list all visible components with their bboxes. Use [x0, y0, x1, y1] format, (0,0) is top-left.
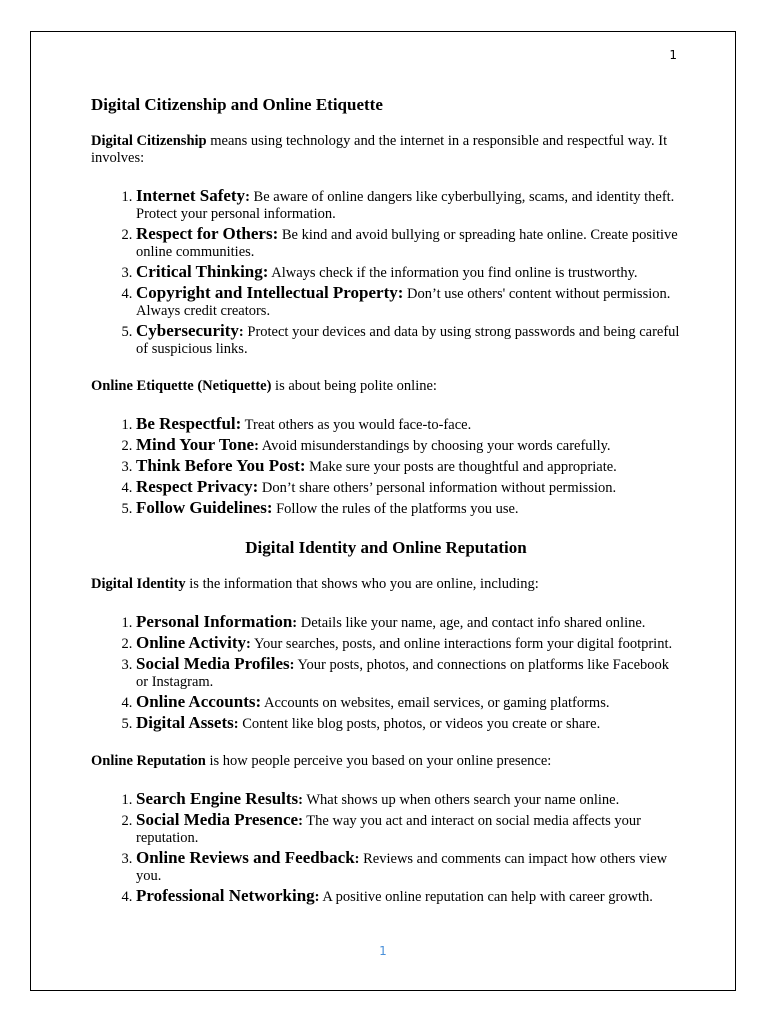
list-item-separator: : — [289, 657, 295, 673]
list-item-separator: : — [298, 813, 303, 829]
netiquette-term: Online Etiquette (Netiquette) — [91, 378, 272, 394]
list-item-text: The way you act and interact on social media affects your reputation. — [136, 813, 642, 846]
citizenship-list — [91, 187, 681, 358]
list-item-separator: : — [292, 615, 298, 631]
list-item — [136, 693, 681, 712]
list-item-text: Details like your name, age, and contact info shared online. — [297, 615, 646, 631]
list-item-text: Protect your devices and data by using strong passwords and being careful of suspicious links. — [136, 324, 680, 357]
netiquette-list — [91, 415, 681, 518]
list-item-separator: : — [254, 438, 259, 454]
netiquette-intro — [91, 378, 681, 395]
page-number-bottom: 1 — [379, 944, 387, 958]
list-item — [136, 613, 681, 632]
list-item — [136, 478, 681, 497]
list-item-text: A positive online reputation can help with career growth. — [319, 889, 653, 905]
reputation-intro — [91, 753, 681, 770]
list-item-text: Follow the rules of the platforms you use. — [272, 501, 519, 517]
list-item-term: Professional Networking — [136, 886, 315, 905]
list-item-text: Accounts on websites, email services, or gaming platforms. — [261, 695, 610, 711]
list-item-text: Your searches, posts, and online interactions form your digital footprint. — [250, 636, 673, 652]
intro-term: Digital Citizenship — [91, 133, 207, 149]
list-item-term: Cybersecurity — [136, 321, 239, 340]
list-item-text: Always check if the information you find online is trustworthy. — [268, 265, 638, 281]
list-item-text: What shows up when others search your name online. — [303, 792, 620, 808]
list-item-separator: : — [238, 324, 244, 340]
reputation-text: is how people perceive you based on your online presence: — [205, 753, 552, 769]
identity-list — [91, 613, 681, 733]
list-item — [136, 499, 681, 518]
list-item-term: Social Media Profiles — [136, 654, 290, 673]
list-item-separator: : — [246, 636, 251, 652]
list-item-term: Personal Information — [136, 612, 293, 631]
list-item — [136, 225, 681, 261]
identity-intro — [91, 576, 681, 593]
document-body — [91, 95, 681, 926]
list-item-separator: : — [233, 716, 239, 732]
list-item-term: Follow Guidelines: — [136, 498, 273, 517]
list-item-text: Treat others as you would face-to-face. — [241, 417, 472, 433]
list-item-text: Be aware of online dangers like cyberbullying, scams, and identity theft. Protect your personal information. — [136, 189, 675, 222]
list-item-text: Don’t use others' content without permission. Always credit creators. — [136, 286, 671, 319]
list-item-term: Online Reviews and Feedback — [136, 848, 355, 867]
list-item-separator: : — [314, 889, 320, 905]
netiquette-text: is about being polite online: — [271, 378, 437, 394]
identity-term: Digital Identity — [91, 576, 186, 592]
list-item-term: Think Before You Post: — [136, 456, 306, 475]
list-item-text: Don’t share others’ personal information without permission. — [258, 480, 617, 496]
list-item-text: Be kind and avoid bullying or spreading hate online. Create positive online communities. — [136, 227, 678, 260]
list-item — [136, 263, 681, 282]
list-item — [136, 811, 681, 847]
list-item — [136, 887, 681, 906]
list-item-term: Internet Safety — [136, 186, 246, 205]
list-item-term: Social Media Presence — [136, 810, 299, 829]
reputation-term: Online Reputation — [91, 753, 206, 769]
section-title-identity: Digital Identity and Online Reputation — [245, 538, 527, 557]
list-item-term: Digital Assets — [136, 713, 234, 732]
list-item-term: Online Accounts: — [136, 692, 262, 711]
list-item-separator: : — [354, 851, 360, 867]
list-item-term: Copyright and Intellectual Property: — [136, 283, 404, 302]
identity-text: is the information that shows who you are online, including: — [185, 576, 539, 592]
section-title-citizenship: Digital Citizenship and Online Etiquette — [91, 95, 383, 114]
list-item-text: Avoid misunderstandings by choosing your words carefully. — [258, 438, 611, 454]
document-page — [30, 31, 736, 991]
list-item-term: Be Respectful: — [136, 414, 242, 433]
list-item-text: Content like blog posts, photos, or videos you create or share. — [238, 716, 601, 732]
list-item — [136, 415, 681, 434]
list-item-term: Mind Your Tone — [136, 435, 255, 454]
list-item — [136, 284, 681, 320]
list-item-separator: : — [298, 792, 303, 808]
list-item — [136, 655, 681, 691]
list-item-text: Reviews and comments can impact how others view you. — [136, 851, 668, 884]
list-item-term: Critical Thinking: — [136, 262, 269, 281]
list-item-separator: : — [245, 189, 250, 205]
list-item — [136, 436, 681, 455]
page-number-top: 1 — [669, 48, 677, 62]
list-item — [136, 790, 681, 809]
list-item — [136, 187, 681, 223]
list-item — [136, 457, 681, 476]
list-item — [136, 714, 681, 733]
reputation-list — [91, 790, 681, 906]
intro-text: means using technology and the internet in a responsible and respectful way. It involves: — [91, 133, 668, 166]
list-item-text: Make sure your posts are thoughtful and appropriate. — [305, 459, 617, 475]
list-item — [136, 849, 681, 885]
list-item-term: Online Activity — [136, 633, 247, 652]
list-item-term: Search Engine Results — [136, 789, 299, 808]
list-item — [136, 634, 681, 653]
list-item-term: Respect Privacy: — [136, 477, 259, 496]
list-item — [136, 322, 681, 358]
list-item-text: Your posts, photos, and connections on platforms like Facebook or Instagram. — [136, 657, 670, 690]
citizenship-intro — [91, 133, 681, 167]
list-item-term: Respect for Others: — [136, 224, 279, 243]
